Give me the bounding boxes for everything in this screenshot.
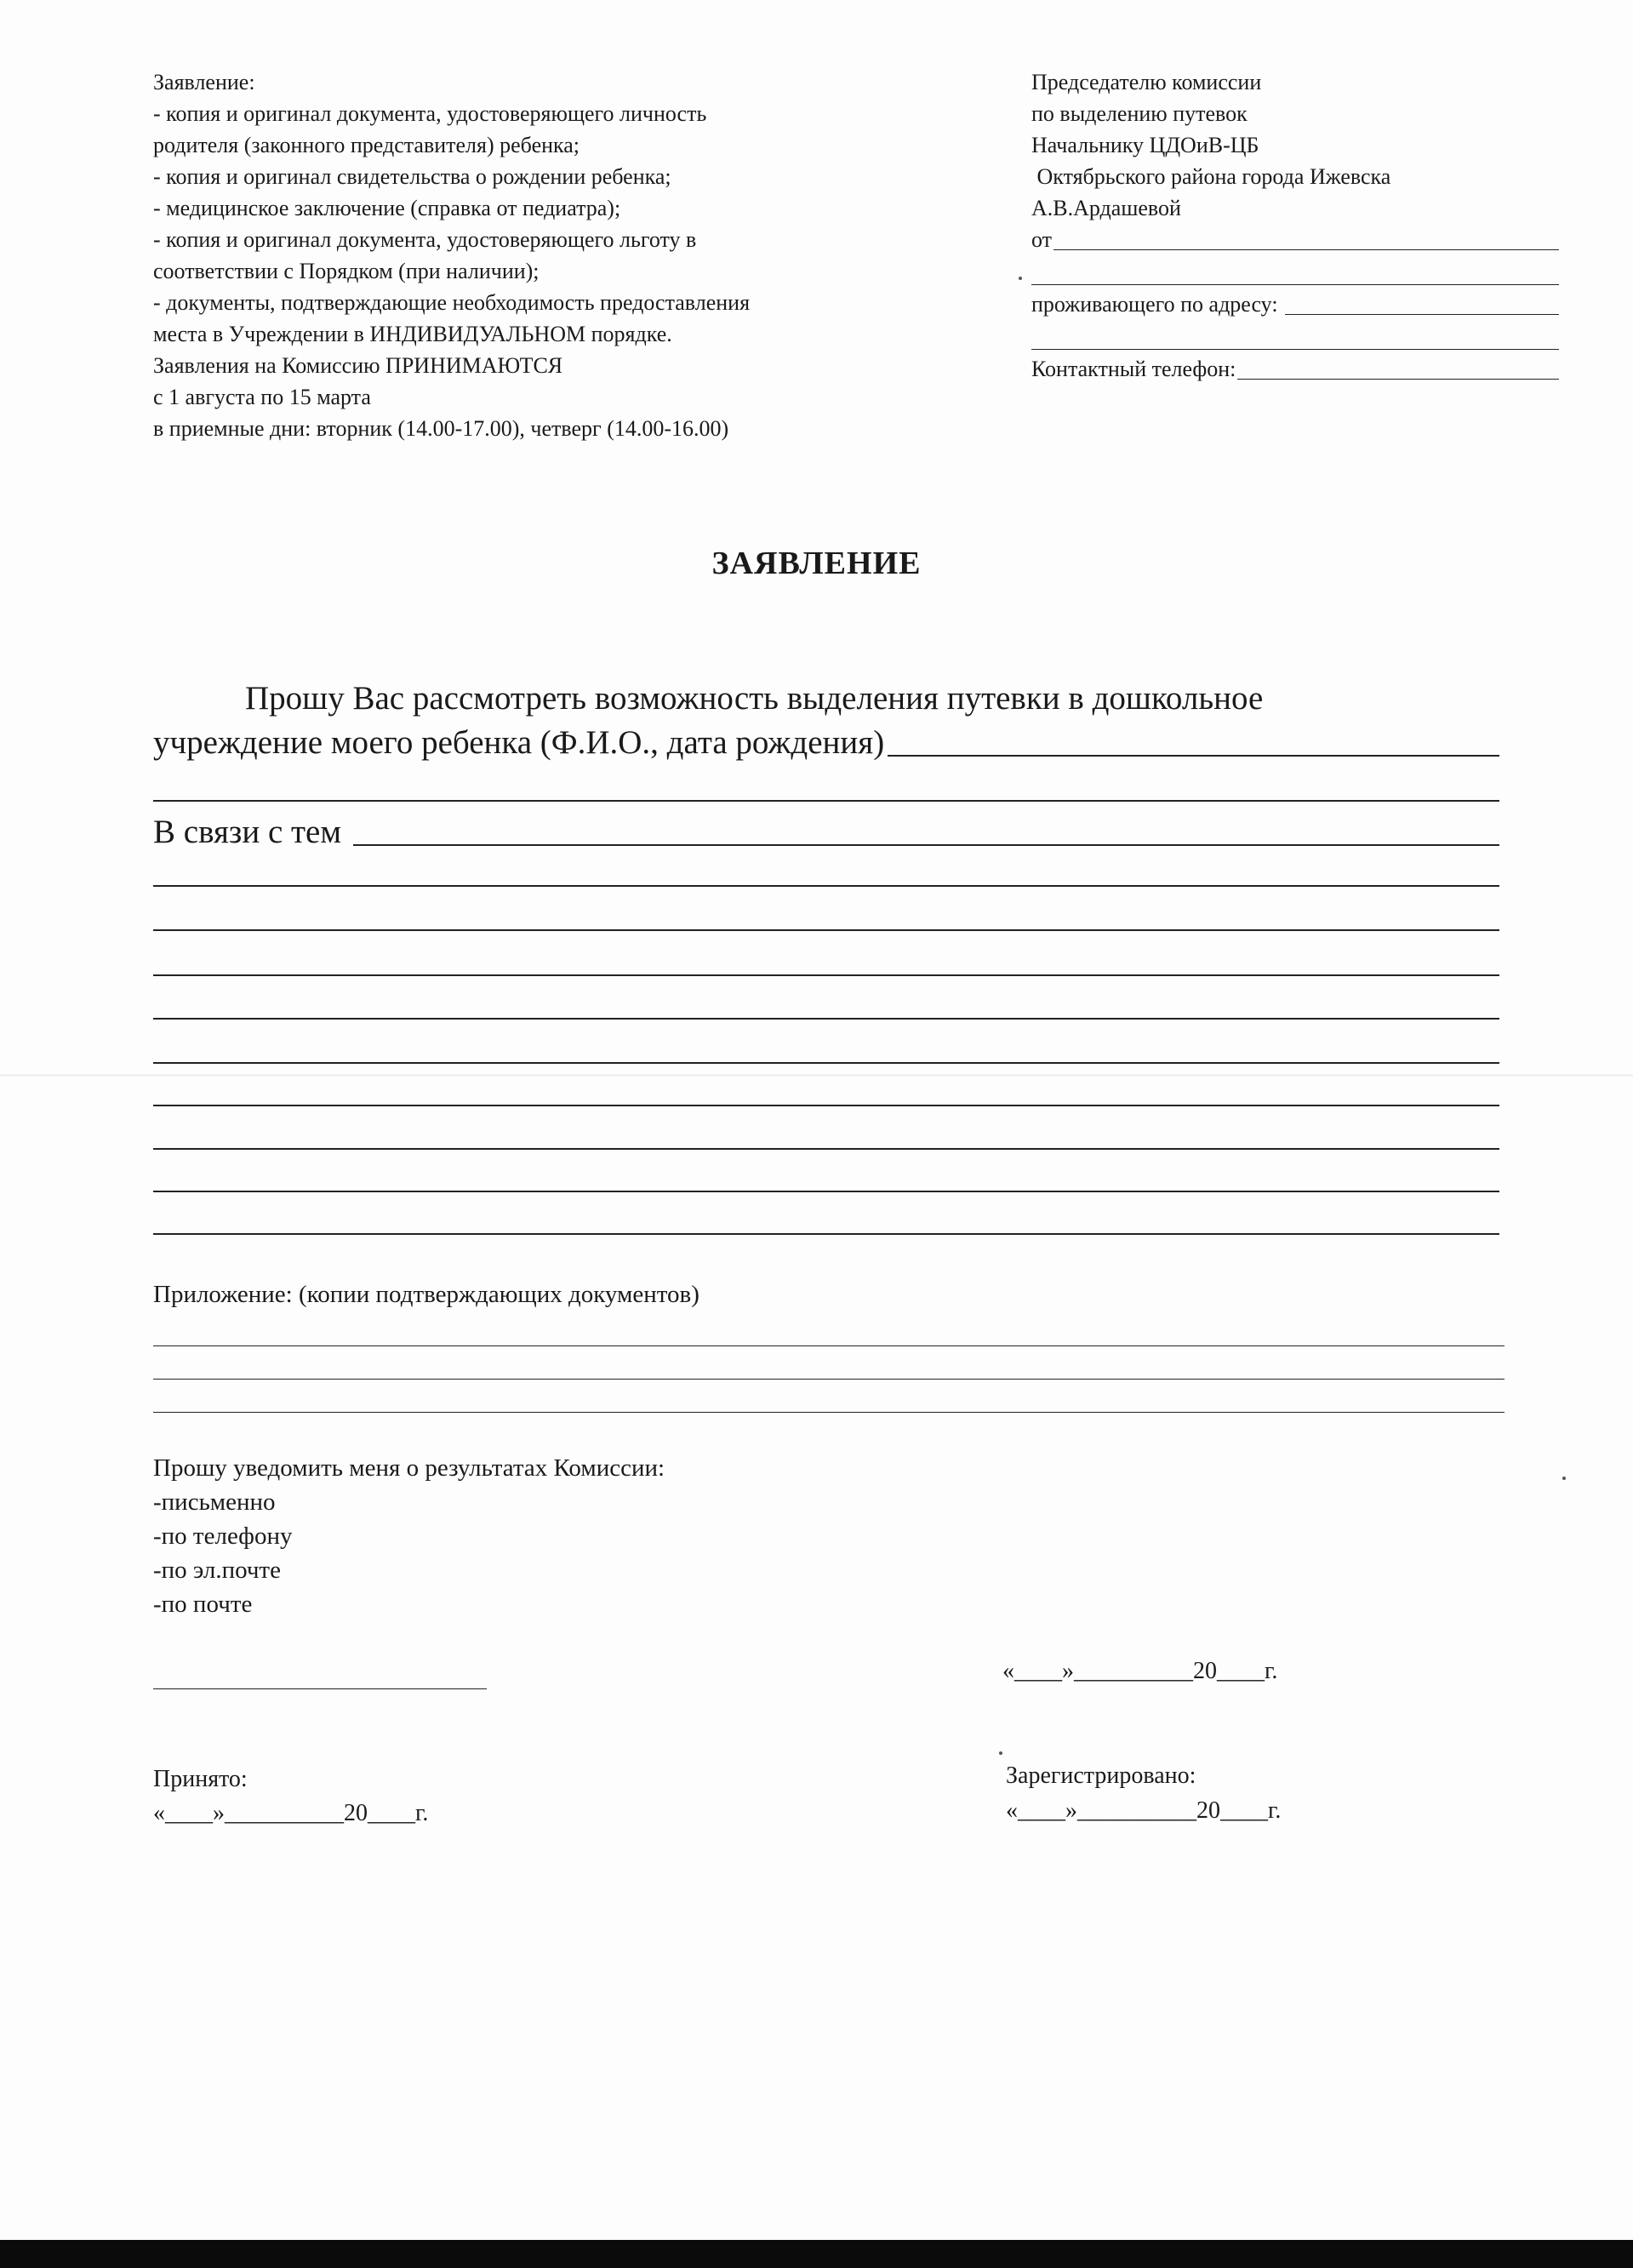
scan-speck [1562,1477,1566,1480]
child-name-fill-line[interactable] [888,721,1499,757]
requirements-line: соответствии с Порядком (при наличии); [153,259,540,283]
requirements-line: Заявления на Комиссию ПРИНИМАЮТСЯ [153,353,563,378]
application-date[interactable]: «____»__________20____г. [1002,1658,1278,1684]
from-fill-line[interactable] [1053,224,1559,250]
registered-date[interactable]: «____»__________20____г. [1006,1797,1282,1824]
reason-line[interactable] [153,1148,1499,1150]
accepted-date[interactable]: «____»__________20____г. [153,1800,429,1826]
reason-label: В связи с тем [153,814,350,850]
requirements-line: родителя (законного представителя) ребенка; [153,133,580,157]
requirements-line: места в Учреждении в ИНДИВИДУАЛЬНОМ порядке. [153,322,672,346]
addressee-block [1031,66,1559,385]
reason-section [153,810,1499,854]
annex-label: Приложение: (копии подтверждающих документов) [153,1281,699,1308]
requirements-line: Заявление: [153,70,255,94]
phone-fill-line[interactable] [1237,353,1559,380]
requirements-line: в приемные дни: вторник (14.00-17.00), четверг (14.00-16.00) [153,416,729,441]
requirements-line: - копия и оригинал документа, удостоверяющего личность [153,101,707,126]
reason-line[interactable] [153,885,1499,887]
notify-option-letter[interactable]: -письменно [153,1488,276,1516]
notification-heading: Прошу уведомить меня о результатах Комиссии: [153,1454,665,1482]
requirements-line: - медицинское заключение (справка от педиатра); [153,196,621,220]
reason-fill-line[interactable] [353,810,1499,846]
required-documents-list [153,66,953,444]
notify-option-phone[interactable]: -по телефону [153,1522,293,1550]
reason-field[interactable] [153,810,1499,854]
reason-line[interactable] [153,1105,1499,1106]
addressee-line: по выделению путевок [1031,101,1248,126]
annex-line[interactable] [153,1345,1505,1346]
reason-line[interactable] [153,1018,1499,1020]
scan-bottom-edge [0,2240,1633,2268]
accepted-label: Принято: [153,1766,248,1792]
addressee-line: Начальнику ЦДОиВ-ЦБ [1031,133,1259,157]
from-field[interactable] [1031,224,1559,255]
document-title: ЗАЯВЛЕНИЕ [711,546,922,581]
requirements-line: - копия и оригинал документа, удостоверяющего льготу в [153,227,697,252]
notify-option-email[interactable]: -по эл.почте [153,1557,281,1584]
request-paragraph [153,677,1499,765]
addressee-line: А.В.Ардашевой [1031,196,1181,220]
requirements-line: с 1 августа по 15 марта [153,385,371,409]
requirements-line: - документы, подтверждающие необходимость предоставления [153,290,751,315]
addressee-line: Октябрьского района города Ижевска [1031,164,1391,189]
phone-label: Контактный телефон: [1031,357,1236,381]
address-extra-line[interactable] [1031,320,1559,350]
request-line-1: Прошу Вас рассмотреть возможность выделения путевки в дошкольное [245,680,1264,717]
scan-speck [999,1751,1002,1755]
child-name-field[interactable] [153,721,1499,765]
reason-line[interactable] [153,1191,1499,1192]
scan-speck [1019,277,1022,280]
reason-line[interactable] [153,929,1499,931]
reason-line[interactable] [153,1062,1499,1064]
from-extra-line[interactable] [1031,255,1559,285]
reason-line[interactable] [153,974,1499,976]
child-name-extra-line[interactable] [153,800,1499,802]
annex-line[interactable] [153,1379,1505,1380]
addressee-line: Председателю комиссии [1031,70,1262,94]
requirements-line: - копия и оригинал свидетельства о рождении ребенка; [153,164,671,189]
address-label: проживающего по адресу: [1031,292,1284,317]
signature-line[interactable] [153,1688,487,1689]
paper-fold-line [0,1074,1633,1077]
address-field[interactable] [1031,288,1559,320]
reason-line[interactable] [153,1233,1499,1235]
notify-option-post[interactable]: -по почте [153,1591,253,1618]
address-fill-line[interactable] [1285,288,1559,315]
from-label: от [1031,227,1053,252]
registered-label: Зарегистрировано: [1006,1762,1196,1789]
annex-line[interactable] [153,1412,1505,1413]
phone-field[interactable] [1031,353,1559,385]
request-line-2: учреждение моего ребенка (Ф.И.О., дата рождения) [153,724,885,761]
notification-section [153,1451,665,1621]
